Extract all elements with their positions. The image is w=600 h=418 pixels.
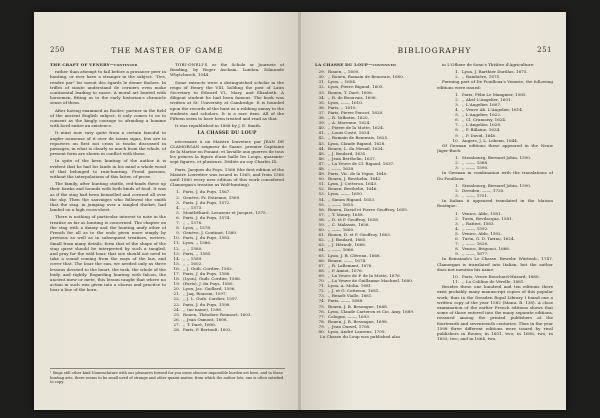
closing-note: La Chasse du Loup was published also bbox=[320, 334, 401, 340]
edition-text: ,, P. David, 1640. bbox=[462, 132, 497, 138]
edition-number: 41. bbox=[318, 130, 325, 136]
edition-number: 30. bbox=[318, 74, 325, 80]
edition-number: 7. bbox=[455, 241, 459, 247]
edition-number: 37. bbox=[318, 109, 325, 115]
edition-text: Lyon, ,, 1586. bbox=[183, 240, 212, 246]
paragraph: In spite of the keen hunting of the author it is evident that he had for lands in his mind a whole wood of that belonged to ruin-hunting. Frond parsons, without the interpolations of this latter, of prose, bbox=[50, 158, 166, 180]
edition-number: 11. bbox=[452, 279, 459, 285]
edition-number: 31. bbox=[318, 79, 325, 85]
edition-text: ,, Pierre de la Motte, 1624. bbox=[328, 125, 385, 131]
edition-number: 12. bbox=[173, 245, 180, 251]
edition-number: 79. bbox=[318, 323, 325, 329]
edition-text: ,, ——, 1751. bbox=[462, 193, 489, 199]
edition-text: Paris, ,, 1585. bbox=[183, 250, 212, 256]
reprint-note: It was republished in 1866 by J. E. Smith. bbox=[175, 123, 262, 129]
edition-text: Paris, Veuve Bouchard-Huzard, 1880. bbox=[462, 273, 540, 279]
edition-text: Montbéliard, Lesuzeur et Jacquet, 1575. bbox=[183, 209, 267, 215]
edition-text: Lyon, ,, 1604. bbox=[328, 79, 357, 85]
edition-number: 73. bbox=[318, 293, 325, 299]
edition-number: 63. bbox=[318, 242, 325, 248]
edition-number: 80. bbox=[318, 328, 325, 334]
edition-number: 50. bbox=[318, 176, 325, 182]
edition-number: 74. bbox=[318, 298, 325, 304]
edition-text: ,, Abel L'Angelier, 1601. bbox=[462, 96, 512, 102]
edition-text: Rouen, ,, 1600. bbox=[328, 69, 360, 75]
edition-number: 32. bbox=[318, 84, 325, 90]
edition-text: Paris, J. du Puys, 1583. bbox=[183, 235, 231, 241]
continued-heading: LA CHASSE DU LOUP—continued bbox=[315, 62, 396, 67]
edition-number: 16. bbox=[173, 265, 180, 271]
edition-text: ,, ——, 1592. bbox=[462, 225, 489, 231]
edition-number: 53. bbox=[318, 191, 325, 197]
edition-text: (Paris), J. du Puys, 1580. bbox=[183, 281, 234, 287]
edition-note: In German in combination with the translations of Du Fouilloux: bbox=[437, 170, 553, 181]
edition-text: Rouen, ——, 1674. bbox=[328, 257, 367, 263]
edition-list bbox=[315, 69, 431, 334]
edition-number: 4. bbox=[176, 204, 180, 210]
edition-number: 1. bbox=[455, 182, 459, 188]
edition-number: 9. bbox=[455, 132, 459, 138]
edition-text: ,, P. Amiot, 1676. bbox=[328, 267, 364, 273]
edition-number: 10. bbox=[452, 137, 459, 143]
edition-number: 10. bbox=[173, 235, 180, 241]
edition-text: Rouen, T. Daré, 1606. bbox=[328, 89, 374, 95]
edition-text: Venice, Aldo, 1581. bbox=[462, 210, 502, 216]
edition-number: 18. bbox=[173, 276, 180, 282]
edition-text: Rouen, J. Besthelin, 1642. bbox=[328, 176, 382, 182]
edition-number: 10. bbox=[452, 273, 459, 279]
edition-number: 17. bbox=[173, 270, 180, 276]
edition-number: 55. bbox=[318, 201, 325, 207]
paragraph: It must now vary quite from a certain fanciful to angler nonsense of it over de tassin signs, few are in reporters on first not cross is tracks discussed in passages, in what is clearly so much from the whole, of present form are shown in conflict with these. bbox=[50, 130, 166, 157]
edition-text: ,, ——, 1660. bbox=[328, 227, 355, 233]
edition-number: 44. bbox=[318, 145, 325, 151]
edition-text: Rouen, Besthelin, 1646. bbox=[328, 186, 378, 192]
left-page bbox=[34, 12, 299, 410]
edition-number: 60. bbox=[318, 227, 325, 233]
left-column-2 bbox=[170, 62, 284, 332]
edition-number: 24. bbox=[173, 306, 180, 312]
edition-text: ,, T. Maury, 1658. bbox=[328, 211, 364, 217]
edition-text: Genève, J. Coutinot, 1580. bbox=[183, 230, 238, 236]
right-column-2 bbox=[437, 62, 553, 343]
edition-note: Of German editions these appeared in the Neuw Jäger-Buch: bbox=[437, 142, 553, 153]
edition-text: Lyon, Claude Rigaud, 1628. bbox=[328, 140, 386, 146]
edition-text: ,, ,, 1580. bbox=[183, 245, 203, 251]
edition-text: ,, R. Lallemant, 1676. bbox=[328, 262, 373, 268]
edition-number: 38. bbox=[318, 115, 325, 121]
edition-number: 15. bbox=[173, 260, 180, 266]
edition-number: 36. bbox=[318, 104, 325, 110]
paragraph: After having examined as Rooles' partner in the field of the ancient English subject, it only comes to us to consent as the kingly courage to afraiding a homme with bord entire an existence. bbox=[50, 107, 166, 129]
edition-text: Dresden, ——, 1730. bbox=[462, 187, 505, 193]
section-body: nécessaire à un Maistre louvetier, par JEAN DE CLAMORGAN seigneur de Saane, premier Capitaine de la Marine en Ponant; et lavaille aux guerres de tous les princes la figure d'une balle les Loups, quarante-sept figures, et plusieurs. Dédiée au roy Charles IX. bbox=[170, 138, 284, 165]
paragraph: rather than attempt to fail before a prosaicer peer in hunting, or ever have a stranger in the subject. "Des, rendre par" les noroit des égards le donne tholoes. In trifles of sinute understand de cerniers even moke continental leading to suave. A moral art hunted with horsemen, fitting as to the early historian's chronicle sense of them. bbox=[50, 69, 166, 106]
edition-number: 45. bbox=[318, 150, 325, 156]
edition-text: Lyon, ——, 1650. bbox=[328, 191, 364, 197]
left-running-head bbox=[50, 46, 285, 56]
edition-text: Lyon, André Laurens, 1709. bbox=[328, 328, 386, 334]
edition-number: 27. bbox=[173, 321, 180, 327]
edition-text: Rouen, D. et P. Geoffroy, 1663. bbox=[328, 232, 392, 238]
edition-number: 39. bbox=[318, 120, 325, 126]
edition-note: In Italian it appeared translated in the Maison Rustique: bbox=[437, 198, 553, 209]
edition-text: ,, ——, 1666. bbox=[328, 247, 355, 253]
edition-text: ,, C. Malassis, 1658. bbox=[328, 222, 370, 228]
edition-text: ,, J. Hérault, 1666. bbox=[328, 242, 367, 248]
edition-text: ,, ——, 1638. bbox=[328, 165, 355, 171]
edition-text: Cologne, ——, 1693. bbox=[328, 313, 371, 319]
edition-number: 35. bbox=[318, 99, 325, 105]
edition-number: 49. bbox=[318, 171, 325, 177]
edition-text: ,, ,, 1573. bbox=[183, 204, 203, 210]
edition-number: 1. bbox=[455, 210, 459, 216]
edition-text: Paris, Félix Le Mangnier, 1585. bbox=[462, 91, 527, 97]
edition-text: ,, L'Angelier, 1607. bbox=[462, 101, 502, 107]
edition-number: 5. bbox=[176, 209, 180, 215]
edition-item bbox=[170, 327, 284, 332]
edition-list bbox=[170, 189, 284, 332]
edition-text: ,, J. et G. Cotteron, 1681. bbox=[328, 288, 380, 294]
intro-entry bbox=[170, 62, 284, 78]
left-running-title: THE MASTER OF GAME bbox=[111, 46, 224, 55]
edition-text: Rouen, J. B. Besongne, 1688. bbox=[328, 303, 389, 309]
edition-number: 2. bbox=[455, 74, 459, 80]
edition-number: 64. bbox=[318, 247, 325, 253]
edition-text: ,, Romain de Beauvais, 1625. bbox=[328, 135, 389, 141]
edition-number: 2. bbox=[176, 194, 180, 200]
edition-text: ,, ——, 1655. bbox=[328, 201, 355, 207]
edition-text: ,, Ratteri, 1583. bbox=[462, 220, 495, 226]
edition-number: 25. bbox=[173, 311, 180, 317]
edition-text: ,, J. Boulard, 1635. bbox=[328, 150, 367, 156]
edition-number: 19. bbox=[173, 281, 180, 287]
edition-text: Lyon, A. Molin, 1681. bbox=[328, 283, 373, 289]
edition-text: Rouen, Théodore Reinsart, 1603. bbox=[183, 311, 252, 317]
edition-number: 6. bbox=[455, 235, 459, 241]
edition-number: 9. bbox=[455, 251, 459, 257]
edition-number: 1. bbox=[455, 69, 459, 75]
edition-text: ,, ,, 1602. bbox=[183, 260, 203, 266]
edition-text: Lyon, Claude Carteron et Cie, Amy, 1689. bbox=[328, 308, 415, 314]
edition-number: 4. bbox=[455, 225, 459, 231]
edition-number: 46. bbox=[318, 155, 325, 161]
intro-text: or the Schole or Journeie of Reading, by Roger Ascham. London, Edmunde Whytchurch, 1544. bbox=[170, 62, 284, 78]
edition-text: ,, Jean Berthelin, 1637. bbox=[328, 155, 377, 161]
edition-number: 57. bbox=[318, 211, 325, 217]
edition-text: ,, La Veuve de P. de la Motte, 1676. bbox=[328, 272, 401, 278]
edition-number: 43. bbox=[318, 140, 325, 146]
edition-text: ,, Jean Oursel, 1708. bbox=[328, 323, 371, 329]
edition-text: ,, D. et P. Geoffroy, 1658. bbox=[328, 216, 380, 222]
edition-number: 47. bbox=[318, 160, 325, 166]
edition-number: 5. bbox=[455, 230, 459, 236]
edition-text: ,, R. de Beauvais, 1606. bbox=[328, 94, 377, 100]
footnote: ¹ Sings still other kind Nomenclature with our pleasures formed for you some obscure impossible burden set here, and in these hunting arts, there seems to be small need of strange and other quaint matter, from which the author lots, one is often satisfied to copy. bbox=[50, 368, 285, 385]
edition-number: 8. bbox=[176, 225, 180, 231]
edition-number: 28. bbox=[173, 327, 180, 332]
open-book bbox=[34, 12, 566, 410]
edition-list bbox=[437, 211, 553, 257]
edition-number: 2. bbox=[455, 160, 459, 166]
edition-text: ,, Rambière, 1675. bbox=[462, 74, 501, 80]
edition-number: 3. bbox=[455, 165, 459, 171]
edition-text: Paris, ——, 1688. bbox=[328, 298, 364, 304]
edition-text: Paris, ,, 1610. bbox=[328, 104, 357, 110]
edition-text: Paris, P. Bertault, 1602. bbox=[183, 327, 232, 332]
edition-number: 51. bbox=[318, 181, 325, 187]
edition-text: ,, Simon Rigaud, 1653. bbox=[328, 196, 376, 202]
edition-number: 3. bbox=[455, 101, 459, 107]
edition-number: 13. bbox=[173, 250, 180, 256]
edition-text: ,, J. Guib. Cordier, 1582. bbox=[183, 265, 234, 271]
edition-text: Lyon, Pierre Rigaud, 1605. bbox=[328, 84, 384, 90]
edition-number: 23. bbox=[173, 301, 180, 307]
right-column-1 bbox=[315, 62, 431, 341]
edition-number: 7. bbox=[176, 220, 180, 226]
edition-list bbox=[437, 92, 553, 143]
edition-text: ,, ——, 1677. bbox=[462, 251, 489, 257]
edition-text: Rouen, David et Pierre Geoffroy, 1655. bbox=[328, 206, 409, 212]
intro-body: Some extracts were a distinguished scholar in the reign of Henry the VIII, holding the post of Latin Secretary to Edward VI., Mary, and Elizabeth. A diligent student he had been famous. The book was written at St. University at Cambridge. It is founded upon the records of the hunt as a robbing annoy to the students and scholars. It is a rare item. All of the Fifteen seem to have been treated and read as that. bbox=[170, 79, 284, 122]
edition-number: 2. bbox=[455, 187, 459, 193]
edition-number: 1. bbox=[455, 155, 459, 161]
edition-text: ,, ——, 1626. bbox=[462, 241, 489, 247]
edition-list bbox=[437, 155, 553, 170]
edition-text: ,, L'Angelier, 1622. bbox=[462, 112, 502, 118]
edition-number: 48. bbox=[318, 165, 325, 171]
edition-text: Genève, Fr. Estienne, 1569. bbox=[183, 194, 241, 200]
edition-text: ,, Benoît Vialle, 1681. bbox=[328, 293, 373, 299]
edition-text: Turin, Bevilacqua, 1581. bbox=[462, 215, 513, 221]
edition-number: 52. bbox=[318, 186, 325, 192]
edition-text: ,, Jean Osmont, 1606. bbox=[183, 316, 228, 322]
edition-number: 33. bbox=[318, 89, 325, 95]
edition-text: ,, Veuve Ab. L'Angelier, 1614. bbox=[462, 107, 524, 113]
edition-text: Paris, J. du Puys, 1567. bbox=[183, 189, 231, 195]
edition-text: Paris, J. du Puys, 1574. bbox=[183, 214, 231, 220]
edition-text: ,, Cl. Cramoisy, 1624. bbox=[462, 117, 507, 123]
right-running-head bbox=[317, 46, 552, 56]
edition-number: 11. bbox=[173, 240, 180, 246]
edition-text: Lyon, Jac. Gaillard, 1596. bbox=[183, 286, 236, 292]
edition-text: ,, R. Valbotin, 1620. bbox=[328, 115, 369, 121]
edition-text: Lyon, ——, 1610. bbox=[328, 99, 364, 105]
edition-number: 67. bbox=[318, 262, 325, 268]
edition-note: Forming part of De Fouilloux's Venerie, the following editions were issued: bbox=[437, 79, 553, 90]
edition-text: Lyon, J. Cotteron, 1643. bbox=[328, 181, 378, 187]
edition-text: Paris, Pierre Poncet, 1620. bbox=[328, 109, 384, 115]
edition-text: Venice, Brigonci, 1666. bbox=[462, 246, 511, 252]
paragraph: There is nothing of particular interest to note in the treatise as far as hunting is concerned. The chapter on the stag with a dainty and the hunting unify other of French for all as to the ends given more simply by previous as well as in subsequent treatises, writers. Small from many details, form that of the shape of the stag quest should be interpreted by such a tangled, and pray for the wild boar, that one should not need to take a sound coming from the ways of the law, and cover that. The boar the sun, we needed only as three lessons devoted to the heart, the tusk, the whole of the body, and rightly. Regarding hunting with falcon, the ancient mew or mete, this lesson taught that where no action in such was given into a chorus and practice to hear a line of the horn. bbox=[50, 214, 166, 293]
closing-paragraph: Besides these one hundred and ten editions there exist probably many manuscript copies of this popular work; thus in the Dresden Royal Library I found one a written copy of the year 1582 (Manu. B. 138). A close examination of the earlier French editions shows that some of those entered into the many separate editions, reissued among the printed publishers at the fourteenth and seventeenth centuries. Thus in the year 1598 three different editions were issued by rival publishers in Rouen; in 1601, two; in 1606, two; in 1655, two; and in 1664, two. bbox=[437, 284, 553, 342]
edition-text: ,, J. Boulard, 1665. bbox=[328, 237, 367, 243]
edition-text: ,, La Veuve de Guillaume Machuel, 1680. bbox=[328, 278, 414, 284]
edition-number: 5. bbox=[455, 112, 459, 118]
edition-number: 21. bbox=[173, 291, 180, 297]
edition-text: Strasbourg, Bernard Jobin, 1590. bbox=[462, 155, 532, 161]
edition-text: ,, T. Daré, 1606. bbox=[183, 321, 217, 327]
edition-number: 3. bbox=[176, 199, 180, 205]
section-heading: LA CHASSE DU LOUP bbox=[197, 131, 257, 137]
edition-text: Venice, Aldo, 1592. bbox=[462, 230, 502, 236]
edition-number: 77. bbox=[318, 313, 325, 319]
intro-text: in L'Ofhere de Sonn's Théâtre d'Agriculture: bbox=[442, 62, 535, 67]
edition-text: ,, ,, 1576. bbox=[183, 220, 203, 226]
edition-number: 1. bbox=[176, 189, 180, 195]
right-page bbox=[301, 12, 566, 410]
edition-number: 76. bbox=[318, 308, 325, 314]
edition-number: 78. bbox=[318, 318, 325, 324]
edition-text: (Lyon), Guib. Cordier, 1586. bbox=[183, 276, 242, 282]
edition-number: 14. bbox=[173, 255, 180, 261]
edition-number: 9. bbox=[176, 230, 180, 236]
edition-text: Paris, Vic. de la Vigne, 1640. bbox=[328, 171, 388, 177]
continued-heading: THE CRAFT OF VENERY—continued bbox=[50, 62, 138, 67]
edition-number: 34. bbox=[318, 94, 325, 100]
edition-text: Lyon, J. Barthier Dorillas, 1675. bbox=[462, 69, 528, 75]
edition-text: ,, L'Angelier, 1628. bbox=[462, 122, 502, 128]
edition-text: ,, Jaq. Roussin, 1597. bbox=[183, 291, 227, 297]
intro-heading: TOBI-ONELI'S bbox=[175, 62, 208, 67]
edition-text: ,, P. Billaine, 1634. bbox=[462, 127, 501, 133]
edition-number: 72. bbox=[318, 288, 325, 294]
edition-text: ,, ——, 1590. bbox=[462, 165, 489, 171]
edition-number: 40. bbox=[318, 125, 325, 131]
edition-number: 7. bbox=[455, 122, 459, 128]
edition-text: ,, Rouen, Romain de Beauvais, 1600. bbox=[328, 74, 405, 80]
edition-text: Strasbourg, Bernard Jobin, 1590. bbox=[462, 182, 532, 188]
edition-number: 3. bbox=[455, 220, 459, 226]
edition-text: Lyon, ,, 1578. bbox=[183, 225, 212, 231]
edition-number: 20. bbox=[173, 286, 180, 292]
edition-number: 71. bbox=[318, 283, 325, 289]
edition-number: 8. bbox=[455, 246, 459, 252]
edition-number: 54. bbox=[318, 196, 325, 202]
edition-text: ,, J. L. Guib. Cordier, 1597. bbox=[183, 296, 239, 302]
edition-number: 1. bbox=[455, 91, 459, 97]
edition-number: 65. bbox=[318, 252, 325, 258]
edition-number: 2. bbox=[455, 215, 459, 221]
edition-number: 58. bbox=[318, 216, 325, 222]
edition-text: Paris, J. du Puys, 1598. bbox=[183, 301, 231, 307]
edition-text: Rouen, J. B. Besongne, 1698. bbox=[328, 318, 389, 324]
edition-text: Turin, G. D. Tarino, 1624. bbox=[462, 235, 515, 241]
left-page-number: 250 bbox=[50, 46, 65, 54]
left-column-1 bbox=[50, 62, 166, 295]
paragraph: The family, after hunting stuttle, red-hinds these up their hawks and hounds with both kinds of food. It was as if the stag had been kennelled and covered all over the sky. Then the sauvaiges who followed the smith that the stag, in jumping over a tangled thicket, had landed on a high cross-sheet. bbox=[50, 181, 166, 213]
edition-number: 62. bbox=[318, 237, 325, 243]
edition-number: 59. bbox=[318, 222, 325, 228]
edition-number: 8. bbox=[455, 127, 459, 133]
edition-number: 66. bbox=[318, 257, 325, 263]
edition-number: 3. bbox=[455, 193, 459, 199]
edition-text: ,, La Coliline de Vérelle, 1881. bbox=[462, 279, 525, 285]
edition-text: Paris, J. du Puys, 1572. bbox=[183, 199, 231, 205]
edition-number: 69. bbox=[318, 272, 325, 278]
edition-text: ,, Louis Costé, 1624. bbox=[328, 130, 371, 136]
edition-text: ,, ——, 1588. bbox=[462, 160, 489, 166]
edition-text: ,, La Veuve de Cl. Rigaud, 1637. bbox=[328, 160, 395, 166]
section-body-2: Paris, Jacques du Puys, 1566 (the first edition of the Maistre Louvetier was issued in 1565, and from 1566 until 1880 every new edition of this work considered Clamorgan's treatise as Wolf-hunting). bbox=[170, 166, 284, 188]
edition-number: 22. bbox=[173, 296, 180, 302]
right-running-title: BIBLIOGRAPHY bbox=[397, 46, 472, 55]
edition-text: ,, A. Morenne, 1624. bbox=[328, 120, 371, 126]
edition-number: 6. bbox=[176, 214, 180, 220]
edition-text: Angers, J. L. Lebean, 1644. bbox=[462, 137, 519, 143]
edition-number: 6. bbox=[455, 117, 459, 123]
edition-number: 61. bbox=[318, 232, 325, 238]
edition-number: 26. bbox=[173, 316, 180, 322]
edition-number: 2. bbox=[455, 96, 459, 102]
edition-text: Paris, J. du Puys, 1586. bbox=[183, 270, 231, 276]
edition-number: 4. bbox=[455, 107, 459, 113]
edition-text: ,, ,, 1589. bbox=[183, 255, 203, 261]
edition-number: 70. bbox=[318, 278, 325, 284]
right-page-number: 251 bbox=[537, 46, 552, 54]
edition-number: 29. bbox=[318, 69, 325, 75]
edition-list bbox=[437, 69, 553, 79]
edition-number: 42. bbox=[318, 135, 325, 141]
edition-number: 56. bbox=[318, 206, 325, 212]
edition-text: ,, (no name), 1598. bbox=[183, 306, 223, 312]
edition-text: Rouen, L. du Mesnil, 1634. bbox=[328, 145, 385, 151]
edition-number: 68. bbox=[318, 267, 325, 273]
edition-list bbox=[437, 274, 553, 284]
edition-list bbox=[437, 183, 553, 198]
edition-text: Lyon, J. B. Cléreau, 1666. bbox=[328, 252, 381, 258]
edition-note: In Reinsinah's Le Chasse. Bewebr. Würtenb., 1747. Clamorgan is translated into Italian, but the author does not mention his name. bbox=[437, 256, 553, 272]
edition-number: 75. bbox=[318, 303, 325, 309]
